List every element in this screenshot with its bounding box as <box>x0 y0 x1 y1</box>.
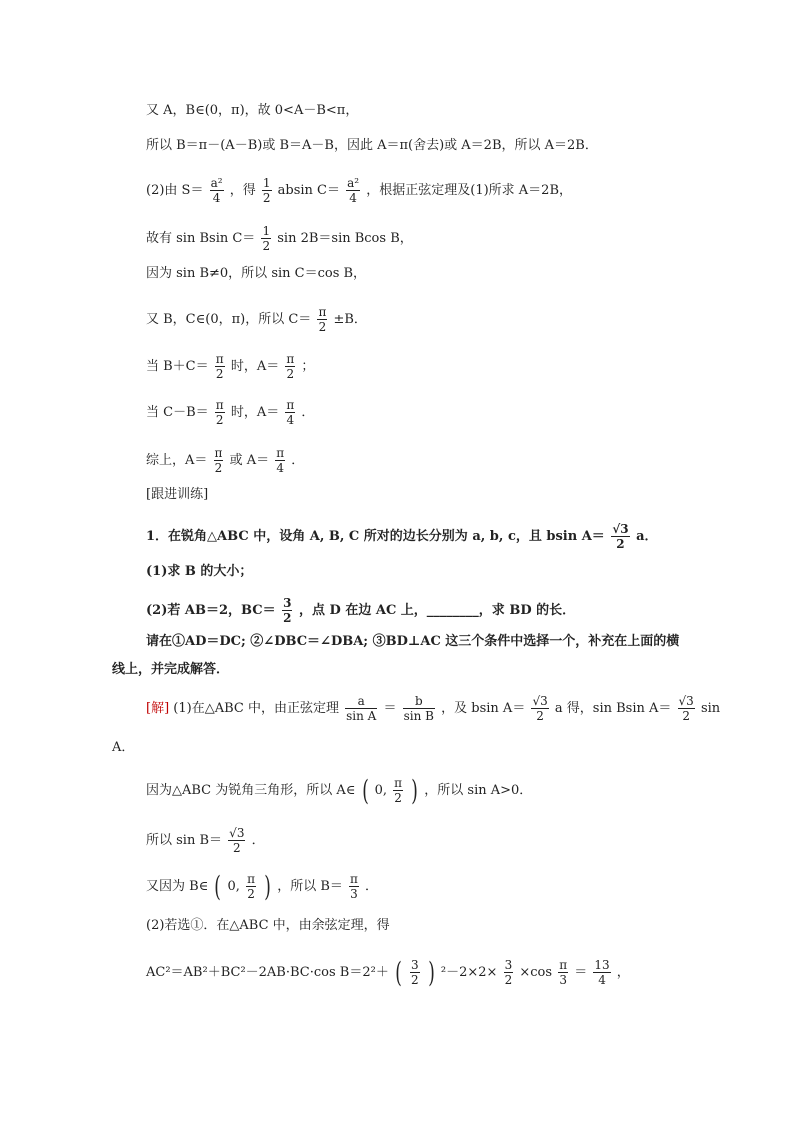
line-text: ，及 bsin A＝ <box>441 701 526 716</box>
left-paren-icon: ( <box>361 773 369 807</box>
text-line-4 <box>146 224 413 253</box>
fraction-a-over-sinA: $\frac{a}{\text{sin A}}$ <box>346 694 377 723</box>
line-text: 当 C－B＝ <box>146 405 209 420</box>
question-instruction: 线上，并完成解答． <box>112 662 230 677</box>
fraction-pi-over-4: $\frac{\pi}{4}$ <box>276 446 285 475</box>
text-line-7 <box>146 352 314 381</box>
text-line-21 <box>146 916 390 936</box>
line-text: ＝ <box>383 701 397 716</box>
line-text: ×cos <box>519 965 553 980</box>
line-text: ，所以 B＝ <box>277 879 343 894</box>
line-text: 又 B，C∈(0，π)，所以 C＝ <box>146 312 312 327</box>
line-text: (1)在△ABC 中，由正弦定理 <box>173 701 339 716</box>
text-line-12 <box>146 562 252 582</box>
line-text: 又 A，B∈(0，π)，故 0<A－B<π， <box>146 103 359 118</box>
line-text: A． <box>112 740 135 755</box>
right-paren-icon: ) <box>411 773 418 807</box>
text-line-10 <box>146 485 208 505</box>
line-text: 或 A＝ <box>229 453 270 468</box>
fraction-sqrt3-over-2: $\frac{√3}{2}$ <box>678 694 694 723</box>
line-text: 综上，A＝ <box>146 453 208 468</box>
question-instruction: 请在①AD＝DC; ②∠DBC＝∠DBA; ③BD⊥AC 这三个条件中选择一个，补充在上面的横 <box>146 634 680 649</box>
line-text: ＝ <box>574 965 588 980</box>
line-text: ． <box>251 833 265 848</box>
left-paren-icon: ( <box>395 955 402 989</box>
line-text: 0, <box>227 879 240 894</box>
question-part: (1)求 B 的大小； <box>146 564 253 579</box>
text-line-13 <box>146 596 575 625</box>
text-line-2 <box>146 136 598 156</box>
fraction-1-over-2: $\frac{1}{2}$ <box>262 224 271 253</box>
fraction-a2-over-4: $\frac{\text{a²}}{4}$ <box>347 176 360 205</box>
line-text: AC²＝AB²＋BC²－2AB·BC·cos B＝2²＋ <box>146 965 389 980</box>
text-line-16 <box>146 694 720 723</box>
solution-tag: [解] <box>146 701 170 716</box>
line-text: 时，A＝ <box>230 359 280 374</box>
fraction-3-over-2: $\frac{3}{2}$ <box>504 958 513 987</box>
line-text: 当 B＋C＝ <box>146 359 209 374</box>
line-text: ； <box>301 359 315 374</box>
text-line-11 <box>146 522 658 551</box>
line-text: 因为 sin B≠0，所以 sin C＝cos B， <box>146 266 367 281</box>
line-text: sin <box>700 701 721 716</box>
line-text: a 得，sin Bsin A＝ <box>554 701 672 716</box>
fraction-1-over-2: $\frac{1}{2}$ <box>262 176 271 205</box>
line-text: (2)若选①．在△ABC 中，由余弦定理，得 <box>146 918 390 933</box>
line-text: ²－2×2× <box>440 965 498 980</box>
fraction-pi-over-3: $\frac{\pi}{3}$ <box>350 872 358 901</box>
fraction-sqrt3-over-2: $\frac{√3}{2}$ <box>229 826 245 855</box>
question-text: 1．在锐角△ABC 中，设角 A, B, C 所对的边长分别为 a, b, c，且 bsin A＝ <box>146 529 605 544</box>
line-text: ． <box>301 405 315 420</box>
left-paren-icon: ( <box>214 869 222 903</box>
line-text: 所以 sin B＝ <box>146 833 223 848</box>
line-text: ，所以 sin A>0． <box>424 783 533 798</box>
fraction-pi-over-3: $\frac{\pi}{3}$ <box>559 958 568 987</box>
question-part: (2)若 AB＝2，BC＝ <box>146 603 276 618</box>
line-text: 所以 B＝π－(A－B)或 B＝A－B，因此 A＝π(舍去)或 A＝2B，所以 A＝2B． <box>146 138 598 153</box>
text-line-6 <box>146 305 367 334</box>
text-line-14 <box>146 632 679 652</box>
fraction-sqrt3-over-2: $\frac{√3}{2}$ <box>612 522 629 551</box>
line-text: (2)由 S＝ <box>146 183 204 198</box>
fraction-pi-over-2: $\frac{\pi}{2}$ <box>214 446 223 475</box>
right-paren-icon: ) <box>428 955 435 989</box>
question-text: a． <box>636 529 658 544</box>
fraction-13-over-4: $\frac{13}{4}$ <box>594 958 610 987</box>
line-text: sin 2B＝sin Bcos B， <box>277 231 413 246</box>
fraction-pi-over-2: $\frac{\pi}{2}$ <box>215 398 224 427</box>
fraction-b-over-sinB: $\frac{b}{\text{sin B}}$ <box>403 694 434 723</box>
line-text: ． <box>291 453 305 468</box>
text-line-19 <box>146 826 265 855</box>
line-text: ， <box>616 965 630 980</box>
line-text: ±B． <box>333 312 367 327</box>
line-text: ，得 <box>229 183 256 198</box>
text-line-8 <box>146 398 314 427</box>
fraction-pi-over-2: $\frac{\pi}{2}$ <box>215 352 224 381</box>
fraction-3-over-2: $\frac{3}{2}$ <box>411 958 419 987</box>
fraction-pi-over-2: $\frac{\pi}{2}$ <box>286 352 295 381</box>
text-line-9 <box>146 446 304 475</box>
line-text: 故有 sin Bsin C＝ <box>146 231 256 246</box>
text-line-5 <box>146 264 366 284</box>
text-line-20 <box>146 869 379 903</box>
text-line-1 <box>146 101 358 121</box>
line-text: 时，A＝ <box>230 405 280 420</box>
line-text: 又因为 B∈ <box>146 879 209 894</box>
line-text: 0, <box>374 783 388 798</box>
text-line-22 <box>146 955 630 989</box>
text-line-3 <box>146 176 572 205</box>
line-text: absin C＝ <box>277 183 340 198</box>
text-line-17 <box>112 738 134 758</box>
question-part: ，点 D 在边 AC 上，________，求 BD 的长． <box>299 603 576 618</box>
right-paren-icon: ) <box>264 869 271 903</box>
section-heading: [跟进训练] <box>146 487 209 502</box>
line-text: ，根据正弦定理及(1)所求 A＝2B， <box>366 183 573 198</box>
fraction-pi-over-2: $\frac{\pi}{2}$ <box>247 872 255 901</box>
fraction-pi-over-2: $\frac{\pi}{2}$ <box>318 305 327 334</box>
text-line-15 <box>112 660 229 680</box>
fraction-3-over-2: $\frac{3}{2}$ <box>283 596 292 625</box>
text-line-18 <box>146 773 533 807</box>
line-text: ． <box>365 879 379 894</box>
fraction-pi-over-2: $\frac{\pi}{2}$ <box>394 776 403 805</box>
fraction-sqrt3-over-2: $\frac{√3}{2}$ <box>532 694 548 723</box>
fraction-pi-over-4: $\frac{\pi}{4}$ <box>286 398 295 427</box>
line-text: 因为△ABC 为锐角三角形，所以 A∈ <box>146 783 356 798</box>
fraction-a2-over-4: $\frac{\text{a²}}{4}$ <box>210 176 223 205</box>
